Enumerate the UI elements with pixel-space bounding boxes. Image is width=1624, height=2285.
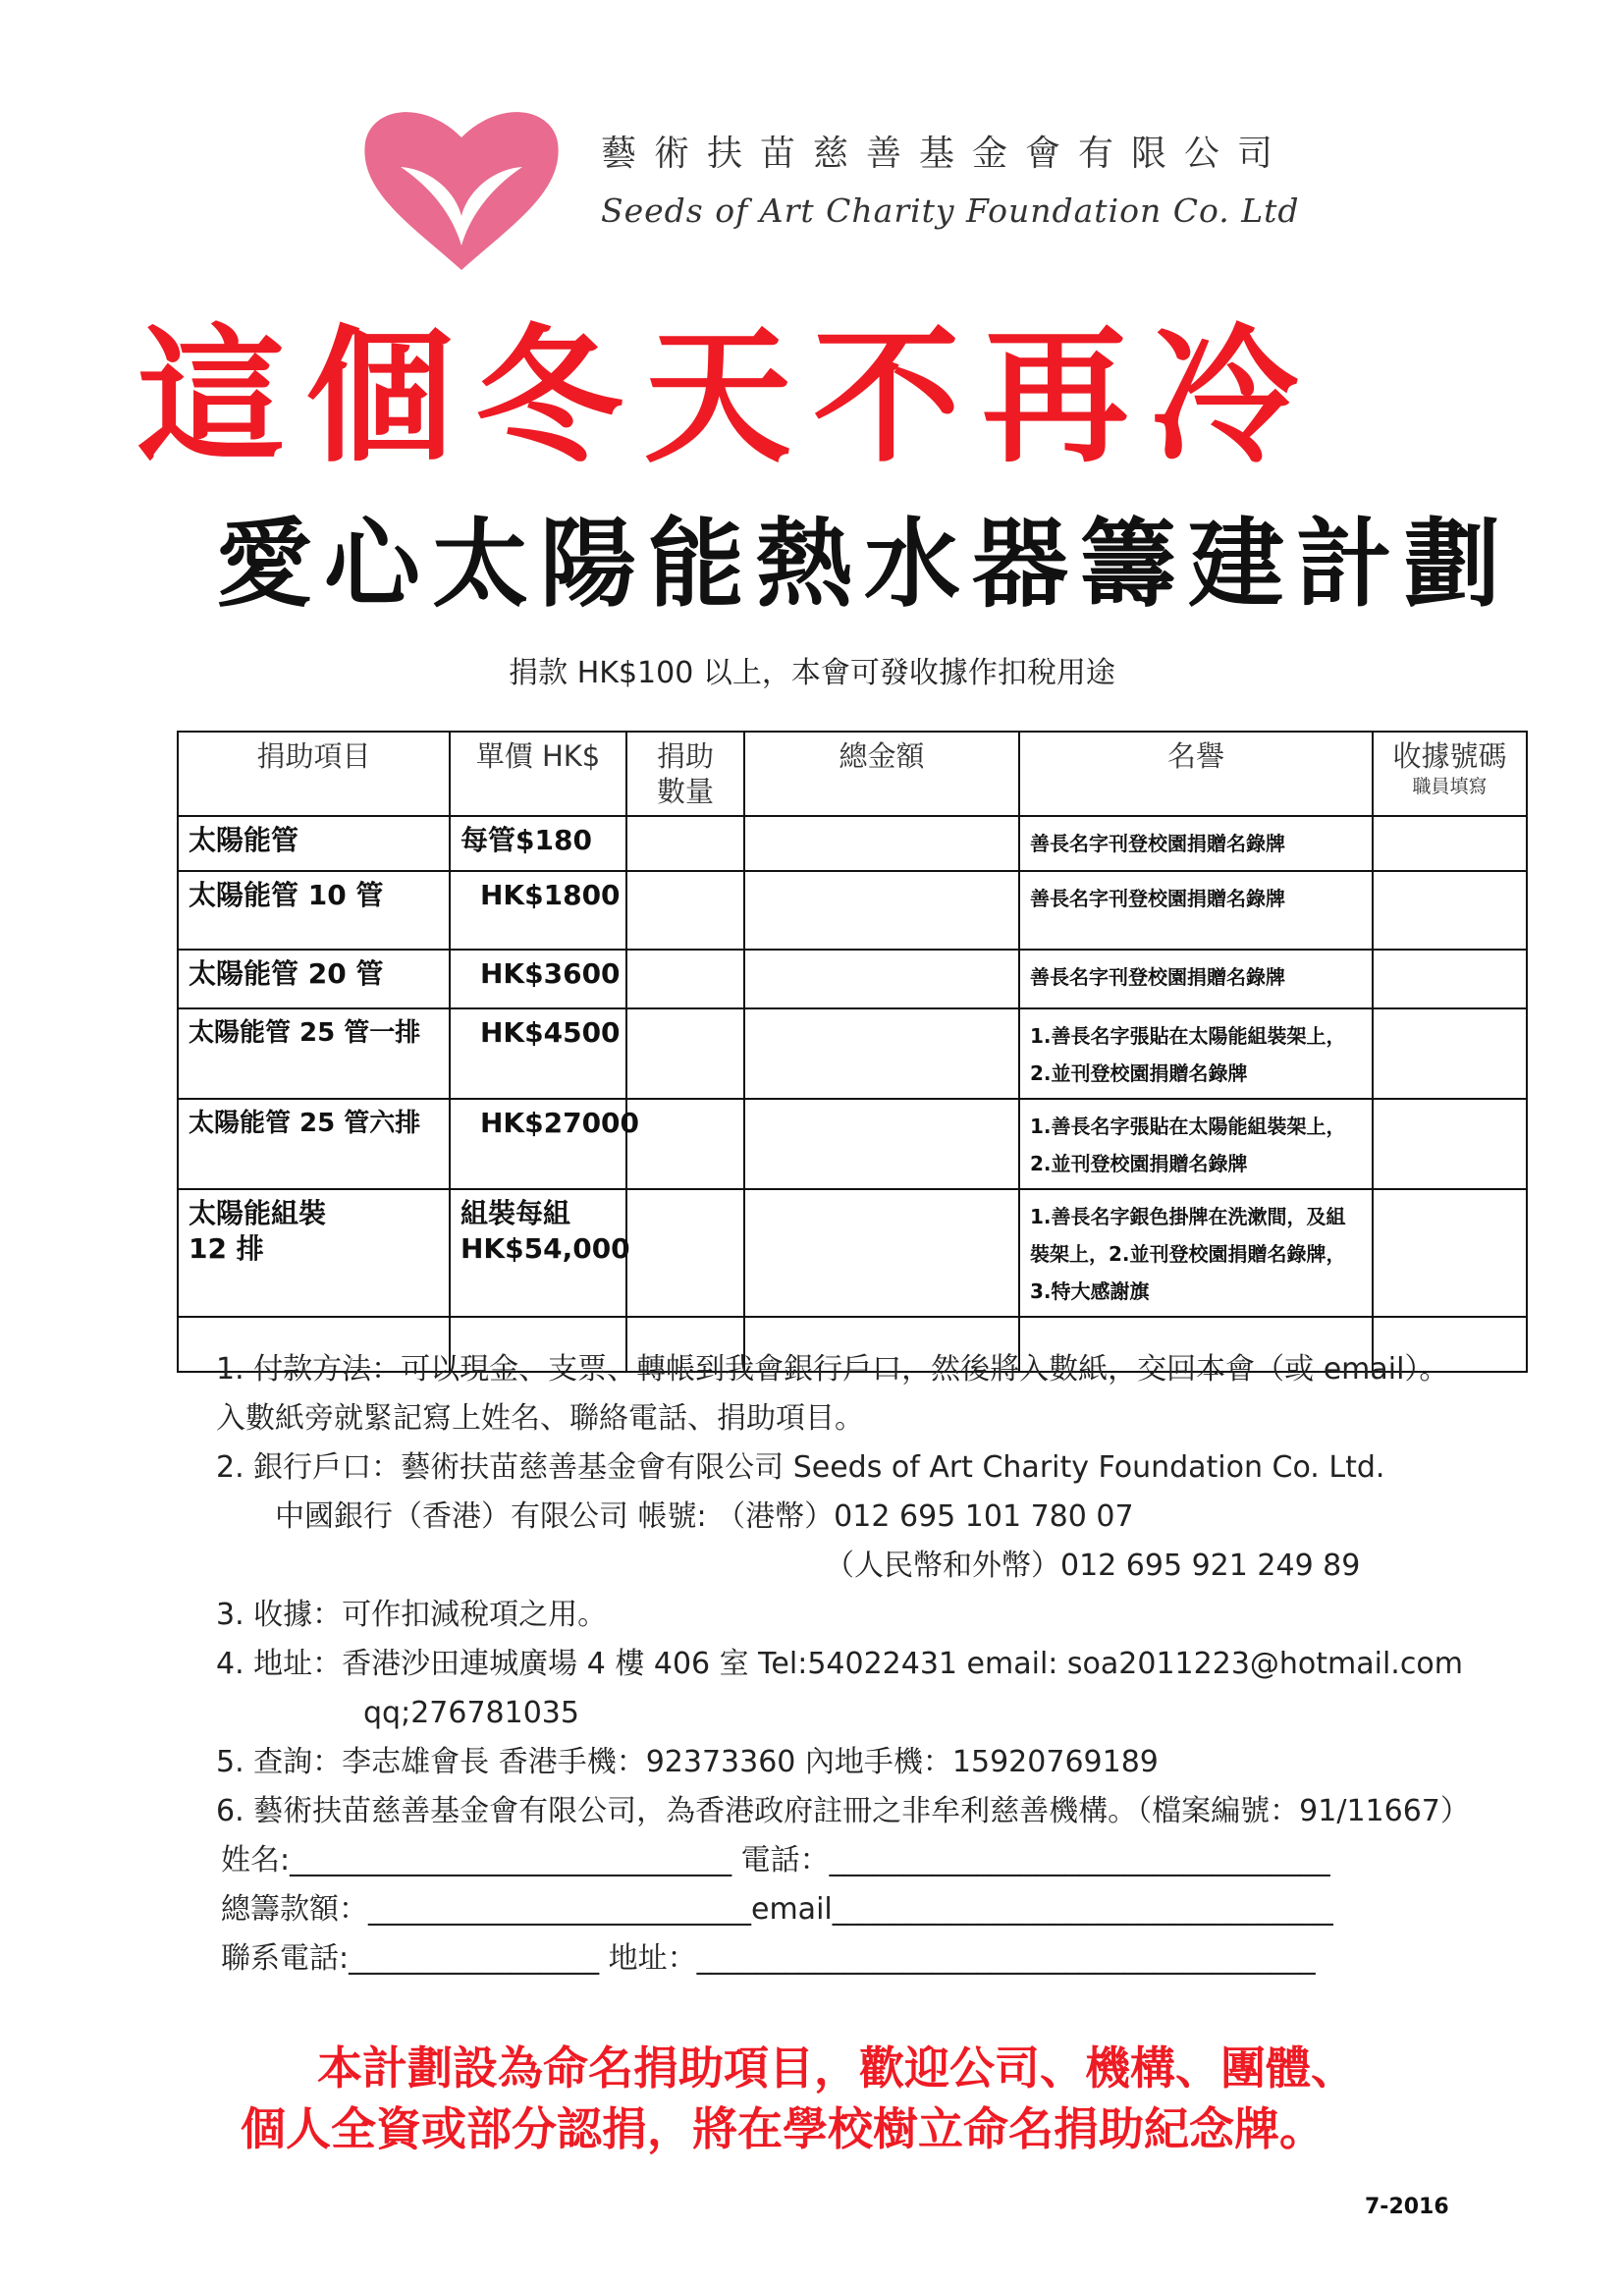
honor-cell: 善長名字刊登校園捐贈名錄牌 (1019, 816, 1373, 871)
table-header-row (178, 732, 1527, 816)
table-row (178, 1099, 1527, 1189)
qty-cell[interactable] (626, 871, 744, 950)
table-row (178, 1008, 1527, 1099)
item-line2: 12 排 (189, 1232, 264, 1265)
price-cell (450, 1189, 630, 1317)
receipt-cell[interactable] (1373, 871, 1527, 950)
total-cell[interactable] (744, 1189, 1019, 1317)
col-header-honor: 名譽 (1019, 732, 1373, 816)
price-line1: 組裝每組 (460, 1197, 571, 1229)
col-header-unit-price: 單價 HK$ (450, 732, 626, 816)
qty-cell[interactable] (626, 1099, 744, 1189)
note-bank-rmb: （人民幣和外幣）012 695 921 249 89 (825, 1549, 1361, 1583)
total-cell[interactable] (744, 1099, 1019, 1189)
col-header-total: 總金額 (744, 732, 1019, 816)
payment-notes (216, 1345, 1571, 1836)
price-cell: 每管$180 (450, 816, 626, 871)
col-header-item: 捐助項目 (178, 732, 450, 816)
honor-cell: 1.善長名字銀色掛牌在洗漱間，及組裝架上，2.並刊登校園捐贈名錄牌，3.特大感謝旗 (1019, 1189, 1373, 1317)
page-subtitle: 愛心太陽能熱水器籌建計劃 (216, 509, 1513, 621)
receipt-cell[interactable] (1373, 1008, 1527, 1099)
org-name-cn: 藝術扶苗慈善基金會有限公司 (601, 134, 1291, 174)
note-payment-method: 1. 付款方法：可以現金、支票、轉帳到我會銀行戶口，然後將入數紙，交回本會（或 email）。 (216, 1352, 1449, 1387)
note-address: 4. 地址：香港沙田連城廣場 4 樓 406 室 Tel:54022431 email: soa2011223@hotmail.com (216, 1647, 1463, 1681)
qty-cell[interactable] (626, 816, 744, 871)
receipt-cell[interactable] (1373, 1189, 1527, 1317)
notice-line2: 個人全資或部分認捐，將在學校樹立命名捐助紀念牌。 (241, 2102, 1325, 2155)
donor-form (221, 1836, 1576, 1984)
total-cell[interactable] (744, 816, 1019, 871)
tax-note: 捐款 HK$100 以上，本會可發收據作扣稅用途 (509, 656, 1115, 690)
honor-cell: 1.善長名字張貼在太陽能組裝架上，2.並刊登校園捐贈名錄牌 (1019, 1099, 1373, 1189)
donation-table (177, 731, 1528, 1373)
note-payment-slip: 入數紙旁就緊記寫上姓名、聯絡電話、捐助項目。 (216, 1401, 864, 1436)
total-cell[interactable] (744, 1008, 1019, 1099)
org-name-en: Seeds of Art Charity Foundation Co. Ltd (601, 191, 1300, 230)
col-header-receipt (1373, 732, 1527, 816)
form-amount-email[interactable]: 總籌款額：__________________________email__________________________________ (221, 1892, 1333, 1927)
note-registration: 6. 藝術扶苗慈善基金會有限公司，為香港政府註冊之非牟利慈善機構。（檔案編號：91/11667） (216, 1794, 1470, 1828)
note-receipt: 3. 收據：可作扣減稅項之用。 (216, 1598, 608, 1632)
honor-cell: 1.善長名字張貼在太陽能組裝架上，2.並刊登校園捐贈名錄牌 (1019, 1008, 1373, 1099)
note-bank-account: 2. 銀行戶口：藝術扶苗慈善基金會有限公司 Seeds of Art Charity Foundation Co. Ltd. (216, 1450, 1385, 1485)
page-title: 這個冬天不再冷 (137, 312, 1321, 483)
item-cell: 太陽能管 25 管六排 (178, 1099, 450, 1189)
item-cell: 太陽能管 20 管 (178, 950, 450, 1008)
item-cell (178, 1189, 450, 1317)
receipt-cell[interactable] (1373, 950, 1527, 1008)
receipt-cell[interactable] (1373, 816, 1527, 871)
honor-cell: 善長名字刊登校園捐贈名錄牌 (1019, 871, 1373, 950)
note-bank-hkd: 中國銀行（香港）有限公司 帳號: （港幣）012 695 101 780 07 (275, 1499, 1134, 1534)
table-row (178, 950, 1527, 1008)
qty-cell[interactable] (626, 1008, 744, 1099)
col-header-qty-line1: 捐助 (656, 739, 714, 773)
naming-donation-notice (0, 2038, 1624, 2159)
item-line1: 太陽能組裝 (189, 1197, 327, 1229)
total-cell[interactable] (744, 950, 1019, 1008)
table-row (178, 871, 1527, 950)
price-cell: HK$1800 (450, 871, 626, 950)
item-cell: 太陽能管 25 管一排 (178, 1008, 450, 1099)
table-row (178, 816, 1527, 871)
form-name-phone[interactable]: 姓名:______________________________ 電話：__________________________________ (221, 1843, 1330, 1877)
receipt-cell[interactable] (1373, 1099, 1527, 1189)
total-cell[interactable] (744, 871, 1019, 950)
col-header-qty (626, 732, 744, 816)
price-cell: HK$3600 (450, 950, 626, 1008)
note-qq: qq;276781035 (363, 1696, 579, 1730)
price-cell: HK$4500 (450, 1008, 626, 1099)
col-header-qty-line2: 數量 (656, 775, 714, 808)
heart-sprout-logo (353, 98, 569, 275)
notice-line1: 本計劃設為命名捐助項目，歡迎公司、機構、團體、 (317, 2041, 1356, 2095)
price-line2: HK$54,000 (460, 1232, 630, 1265)
col-header-receipt-label: 收據號碼 (1392, 739, 1507, 773)
honor-cell: 善長名字刊登校園捐贈名錄牌 (1019, 950, 1373, 1008)
item-cell: 太陽能管 (178, 816, 450, 871)
item-cell: 太陽能管 10 管 (178, 871, 450, 950)
col-header-receipt-note: 職員填寫 (1412, 776, 1488, 797)
note-enquiry: 5. 查詢：李志雄會長 香港手機：92373360 內地手機：15920769189 (216, 1745, 1159, 1779)
table-row (178, 1189, 1527, 1317)
form-contact-address[interactable]: 聯系電話:_________________ 地址：__________________________________________ (221, 1941, 1316, 1976)
qty-cell[interactable] (626, 950, 744, 1008)
qty-cell[interactable] (626, 1189, 744, 1317)
price-cell: HK$27000 (450, 1099, 626, 1189)
document-date: 7-2016 (1365, 2195, 1449, 2219)
